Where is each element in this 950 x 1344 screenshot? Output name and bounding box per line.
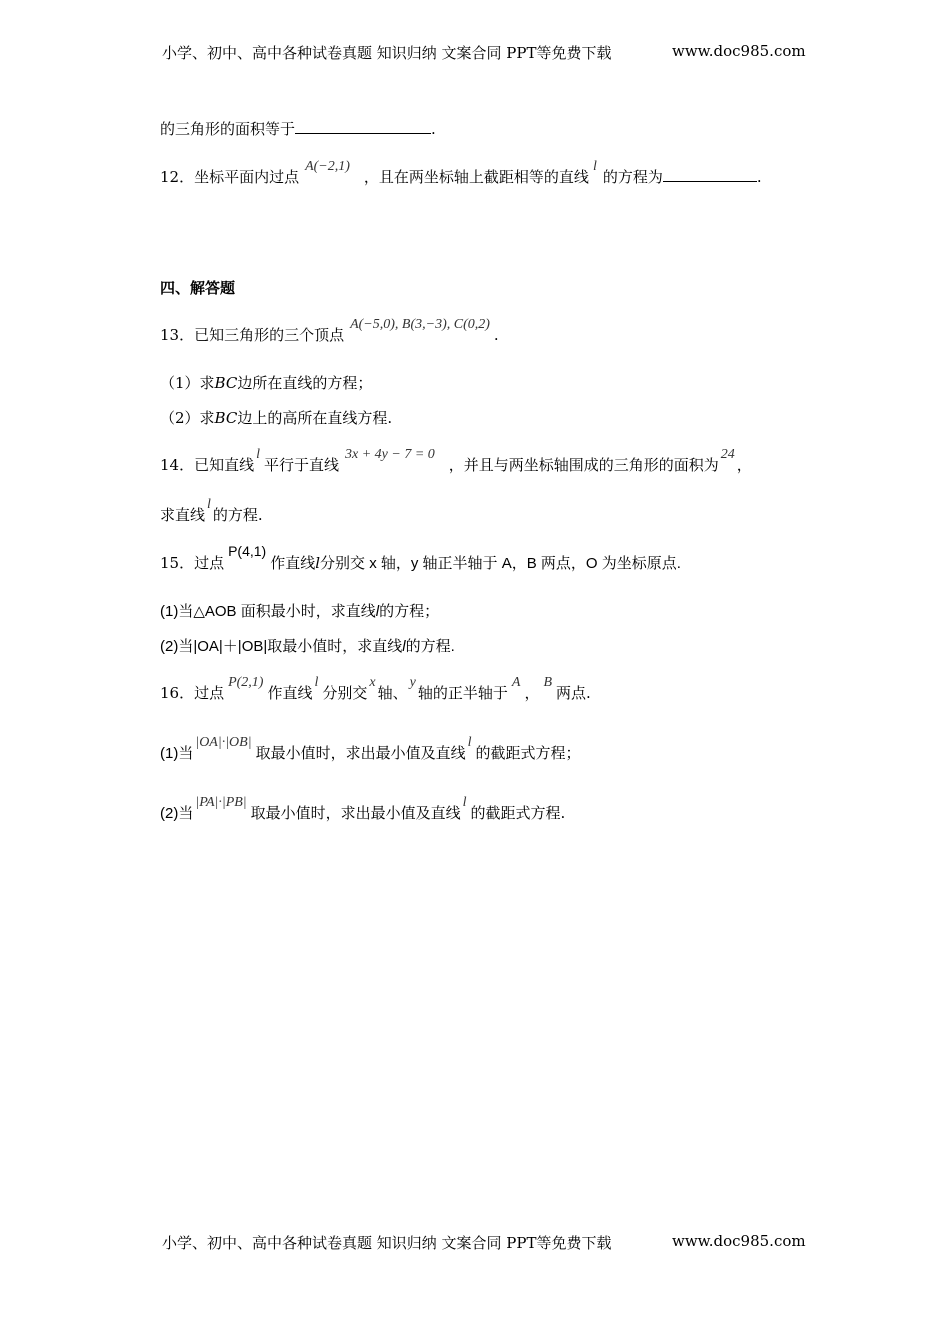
q15-p1-l: l: [375, 603, 380, 620]
q16-p2-b: 取最小值时，求出最小值及直线: [250, 804, 461, 822]
q16-p2-m: |PA|·|PB|: [195, 795, 247, 810]
question-13: [160, 317, 499, 345]
q16-p1-a: (1)当: [160, 745, 194, 762]
header-text: 小学、初中、高中各种试卷真题 知识归纳 文案合同 PPT等免费下载: [162, 44, 612, 62]
q13-points: A(−5,0), B(3,−3), C(0,2): [350, 317, 490, 332]
q15-p2-l: l: [402, 638, 406, 655]
q16-x: x: [369, 675, 376, 690]
q14-num: 14．已知直线: [160, 456, 255, 474]
page-header: [162, 42, 612, 63]
q15-mid: 作直线: [270, 554, 316, 572]
q14-line2: [160, 497, 263, 525]
q16-point: P(2,1): [228, 675, 264, 690]
q13-num: 13．已知三角形的三个顶点: [160, 326, 345, 344]
section-title: 四、解答题: [160, 279, 236, 297]
q16-mid3: 轴、: [377, 684, 408, 702]
q14-eq: 3x + 4y − 7 = 0: [345, 447, 435, 462]
q13-p1-tail: 边所在直线的方程；: [237, 374, 373, 392]
q16-p1-m: |OA|·|OB|: [195, 735, 252, 750]
q16-p1-c: 的截距式方程；: [475, 744, 581, 762]
q13-p2-label: （2）求: [160, 409, 215, 427]
q13-p1-bc: BC: [214, 374, 238, 392]
q12-num: 12．坐标平面内过点: [160, 168, 300, 186]
q14-line2-b: 的方程.: [212, 506, 263, 524]
q14-l: l: [256, 447, 260, 462]
footer-text: 小学、初中、高中各种试卷真题 知识归纳 文案合同 PPT等免费下载: [162, 1234, 612, 1252]
q11-text: 的三角形的面积等于: [160, 120, 296, 138]
q16-sep: ，: [524, 684, 540, 702]
header-url[interactable]: www.doc985.com: [672, 42, 806, 60]
q16-part1: [160, 735, 581, 763]
q16-p2-l: l: [462, 795, 467, 810]
q14-l2: l: [207, 497, 211, 512]
q12-end: .: [756, 168, 762, 186]
q15-num: 15．过点: [160, 554, 225, 572]
q16-a: A: [511, 675, 521, 690]
q12-point: A(−2,1): [305, 159, 350, 174]
q16-b: B: [543, 675, 553, 690]
q16-p2-a: (2)当: [160, 805, 194, 822]
q16-mid: 作直线: [267, 684, 313, 702]
q14-mid2: ，并且与两坐标轴围成的三角形的面积为: [448, 456, 719, 474]
q16-p2-c: 的截距式方程.: [470, 804, 566, 822]
q16-mid4: 轴的正半轴于: [417, 684, 508, 702]
q15-p1-b: 的方程；: [379, 603, 440, 620]
q15-point: P(4,1): [228, 543, 267, 559]
q12-l: l: [592, 159, 597, 174]
q16-p1-l: l: [467, 735, 472, 750]
q13-p2-bc: BC: [214, 409, 238, 427]
q12-blank: [663, 167, 757, 182]
q16-mid2: 分别交: [322, 684, 368, 702]
q16-part2: [160, 795, 566, 823]
q15-part1: [160, 600, 439, 621]
footer-url[interactable]: www.doc985.com: [672, 1232, 806, 1250]
q13-p2-tail: 边上的高所在直线方程.: [237, 409, 393, 427]
question-12: [160, 159, 762, 187]
q16-num: 16．过点: [160, 684, 225, 702]
q14-comma: ，: [736, 456, 752, 474]
q15-p1-a: (1)当△AOB 面积最小时，求直线: [160, 603, 376, 620]
q11-tail: [160, 118, 436, 139]
question-16: [160, 675, 591, 703]
question-14: [160, 447, 752, 475]
q14-line2-a: 求直线: [160, 506, 206, 524]
q15-p2-a: (2)当|OA|＋|OB|取最小值时，求直线: [160, 638, 403, 655]
q12-tail: 的方程为: [602, 168, 663, 186]
q15-p2-b: 的方程.: [405, 638, 455, 655]
q16-l: l: [314, 675, 319, 690]
page-footer: [162, 1232, 612, 1253]
q12-mid: ，且在两坐标轴上截距相等的直线: [363, 168, 589, 186]
question-15: [160, 543, 681, 573]
q15-l: l: [315, 554, 321, 572]
q14-val: 24: [720, 447, 735, 462]
q15-part2: [160, 635, 455, 656]
q13-part1: [160, 372, 372, 393]
q15-tail: 分别交 x 轴，y 轴正半轴于 A，B 两点，O 为坐标原点.: [320, 555, 681, 572]
q16-p1-b: 取最小值时，求出最小值及直线: [255, 744, 466, 762]
q13-part2: [160, 407, 392, 428]
q16-y: y: [409, 675, 416, 690]
q13-end: .: [493, 326, 499, 344]
q11-blank: [295, 119, 431, 134]
q11-end: .: [431, 120, 436, 138]
q14-mid: 平行于直线: [263, 456, 339, 474]
q13-p1-label: （1）求: [160, 374, 215, 392]
q16-tail: 两点.: [556, 684, 591, 702]
